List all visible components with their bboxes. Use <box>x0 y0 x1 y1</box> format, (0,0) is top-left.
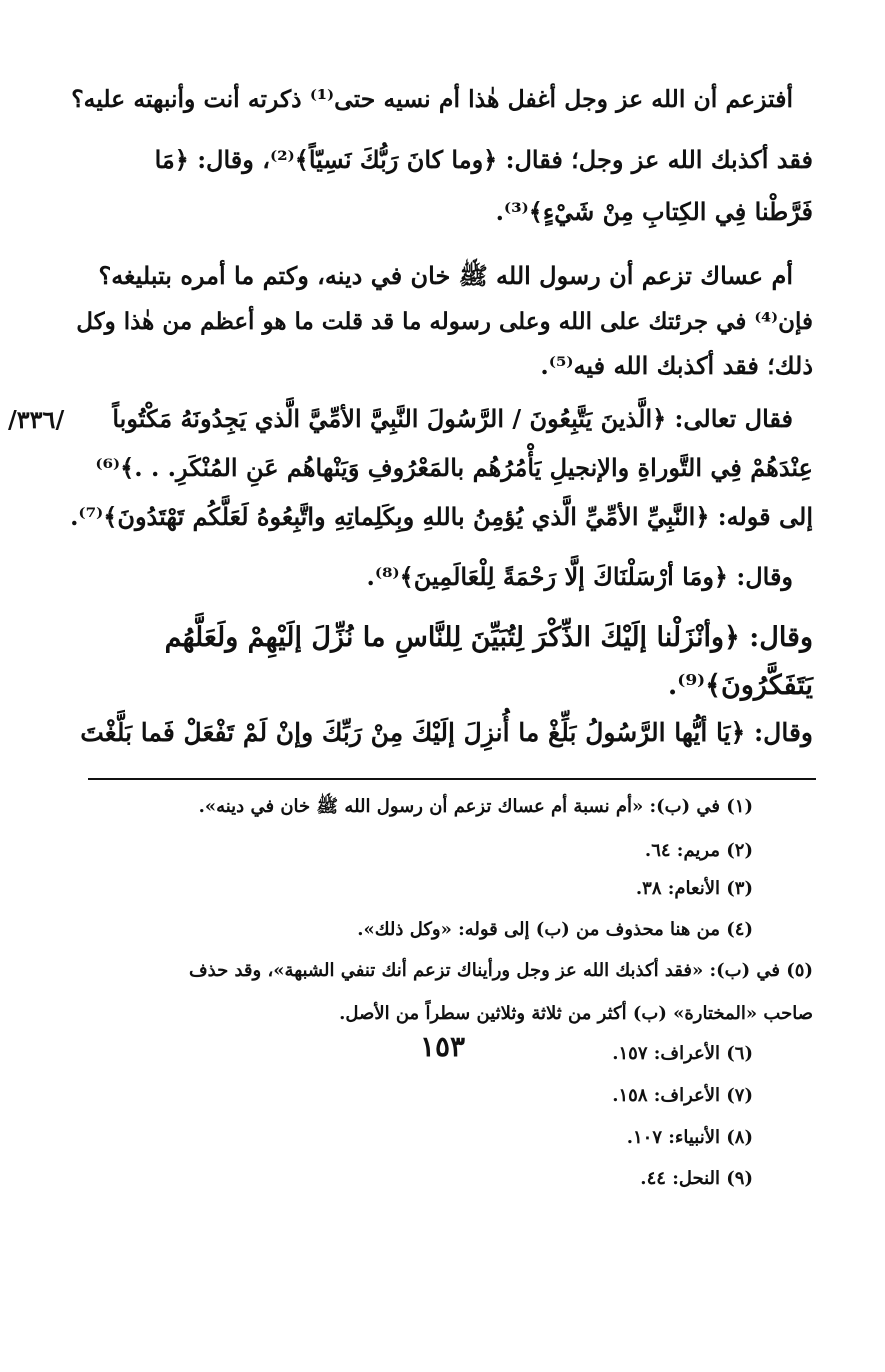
body-line: أفتزعم أن الله عز وجل أغفل هٰذا أم نسيه حتى⁽¹⁾ ذكرته أنت وأنبهته عليه؟ <box>71 85 793 113</box>
body-line: فَرَّطْنا فِي الكِتابِ مِنْ شَيْءٍ﴾⁽³⁾. <box>495 197 813 226</box>
footnote: (٥) في (ب): «فقد أكذبك الله عز وجل ورأيناك تزعم أنك تنفي الشبهة»، وقد حذف <box>188 960 813 981</box>
body-line: وقال: ﴿وأنْزَلْنا إلَيْكَ الذِّكْرَ لِتُبَيِّنَ لِلنَّاسِ ما نُزِّلَ إلَيْهِمْ ولَعَلَّهُم <box>164 622 813 653</box>
body-line: يَتَفَكَّرُونَ﴾⁽⁹⁾. <box>667 670 813 701</box>
body-line: وقال: ﴿ومَا أرْسَلْنَاكَ إلَّا رَحْمَةً لِلْعَالَمِينَ﴾⁽⁸⁾. <box>366 562 793 591</box>
margin-reference: /٣٣٦/ <box>8 405 65 434</box>
footnote: (٣) الأنعام: ٣٨. <box>635 878 753 899</box>
body-line: فإن⁽⁴⁾ في جرئتك على الله وعلى رسوله ما قد قلت ما هو أعظم من هٰذا وكل <box>76 308 813 335</box>
footnote: (٨) الأنبياء: ١٠٧. <box>626 1127 753 1148</box>
footnote: (٧) الأعراف: ١٥٨. <box>612 1085 753 1106</box>
footnote-separator <box>88 778 816 780</box>
body-line: ذلك؛ فقد أكذبك الله فيه⁽⁵⁾. <box>540 351 813 380</box>
body-line: وقال: ﴿يَا أيُّها الرَّسُولُ بَلِّغْ ما أُنزِلَ إلَيْكَ مِنْ رَبِّكَ وإنْ لَمْ تَفْعَلْ فَما بَلَّغْتَ <box>80 718 813 747</box>
footnote: (٦) الأعراف: ١٥٧. <box>612 1043 753 1064</box>
body-line: فقد أكذبك الله عز وجل؛ فقال: ﴿وما كانَ رَبُّكَ نَسِيّاً﴾⁽²⁾، وقال: ﴿مَا <box>154 145 813 174</box>
footnote: (٩) النحل: ٤٤. <box>640 1168 753 1189</box>
footnote: (١) في (ب): «أم نسبة أم عساك تزعم أن رسول الله ﷺ خان في دينه». <box>198 796 753 817</box>
body-line: إلى قوله: ﴿النَّبِيِّ الأمِّيِّ الَّذي يُؤمِنُ باللهِ وبِكَلِماتِهِ واتَّبِعُوهُ لَعَلَّكُم تَهْتَدُونَ﴾⁽⁷⁾. <box>70 502 813 531</box>
body-line: عِنْدَهُمْ فِي التَّوراةِ والإنجيلِ يَأْمُرُهُم بالمَعْرُوفِ وَيَنْهاهُم عَنِ المُنْكَرِ. . .﴾⁽⁶⁾ <box>95 453 813 482</box>
body-line: فقال تعالى: ﴿الَّذينَ يَتَّبِعُونَ / الرَّسُولَ النَّبِيَّ الأمِّيَّ الَّذي يَجِدُونَهُ مَكْتُوباً <box>112 404 793 433</box>
footnote: (٢) مريم: ٦٤. <box>644 840 753 861</box>
body-line: أم عساك تزعم أن رسول الله ﷺ خان في دينه، وكتم ما أمره بتبليغه؟ <box>98 261 793 290</box>
page-number: ١٥٣ <box>419 1030 466 1063</box>
footnote: صاحب «المختارة» (ب) أكثر من ثلاثة وثلاثين سطراً من الأصل. <box>339 1003 813 1024</box>
footnote: (٤) من هنا محذوف من (ب) إلى قوله: «وكل ذلك». <box>357 919 753 940</box>
